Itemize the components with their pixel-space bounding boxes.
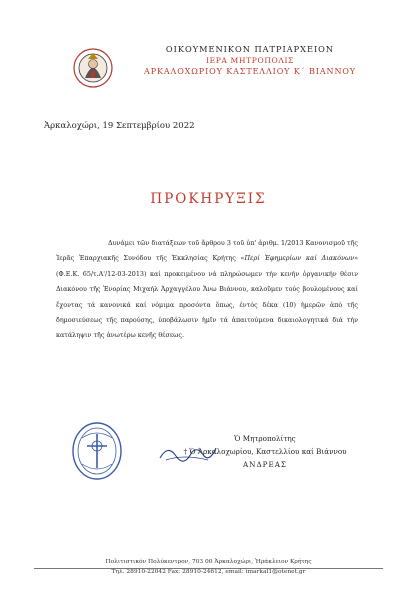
footer-divider: [34, 568, 383, 569]
letterhead-line-patriarchate: ΟΙΚΟΥΜΕΝΙΚΟΝ ΠΑΤΡΙΑΡΧΕΙΟΝ: [165, 44, 335, 54]
footer-address: Πολιτιστικόν Πολύκεντρον, 703 00 Ἀρκαλοχώρι, Ἡράκλειον Κρήτης: [105, 559, 312, 565]
signature-name: ΑΝΔΡΕΑΣ: [242, 460, 288, 469]
signature-block: [140, 432, 390, 471]
letterhead-line-diocese: ΑΡΚΑΛΟΧΩΡΙΟΥ ΚΑΣΤΕΛΛΙΟΥ Κ΄ ΒΙΑΝΝΟΥ: [144, 67, 356, 76]
announcement-body: [56, 236, 358, 344]
patriarchate-emblem-icon: [72, 44, 114, 92]
document-title: ΠΡΟΚΗΡΥΞΙΣ: [150, 191, 267, 207]
body-text-italic: Περί Ἐφημερίων καί Διακόνων: [244, 254, 355, 263]
footer-contact: Τηλ. 28910-22042 Fax: 28910-24612, email: imarkal1@otenet.gr: [111, 568, 306, 575]
document-date: Ἀρκαλοχώρι, 19 Σεπτεμβρίου 2022: [44, 121, 195, 131]
body-text-part2: » (Φ.Ε.Κ. 65/τ.Α'/12-03-2013) καί προκειμένου νά πληρώσωμεν τήν κενήν ὀργανικήν θέσιν Διακόνου τῆς Ἐνορίας Μιχαήλ Ἀρχαγγέλου Ἄνω Βιάννου, καλοῦμεν τούς βουλομένους καί ἔχοντας τά κανονικά καί νόμιμα προσόντα ὅπως, ἐντός δέκα (10) ἡμερῶν ἀπό τῆς δημοσιεύσεως τῆς παρούσης, ὑποβάλωσιν ἡμῖν τά ἀπαιτούμενα δικαιολογητικά διά τήν κατάληψιν τῆς ἀνωτέρω κενῆς θέσεως.: [56, 254, 358, 340]
metropolis-stamp-icon: [70, 420, 124, 482]
handwritten-signature-icon: [158, 442, 218, 464]
signature-see: † Ὁ Ἀρκαλοχωρίου, Καστελλίου καί Βιάννου: [183, 447, 347, 456]
body-text-part1: Δυνάμει τῶν διατάξεων τοῦ ἄρθρου 3 τοῦ ὑπ' ἀριθμ. 1/2013 Κανονισμοῦ τῆς Ἱερᾶς Ἐπαρχιακῆς Συνόδου τῆς Ἐκκλησίας Κρήτης «: [56, 239, 358, 263]
signature-role: Ὁ Μητροπολίτης: [234, 434, 296, 443]
letterhead-line-metropolis: ΙΕΡΑ ΜΗΤΡΟΠΟΛΙΣ: [205, 56, 295, 65]
letterhead: [120, 44, 380, 77]
